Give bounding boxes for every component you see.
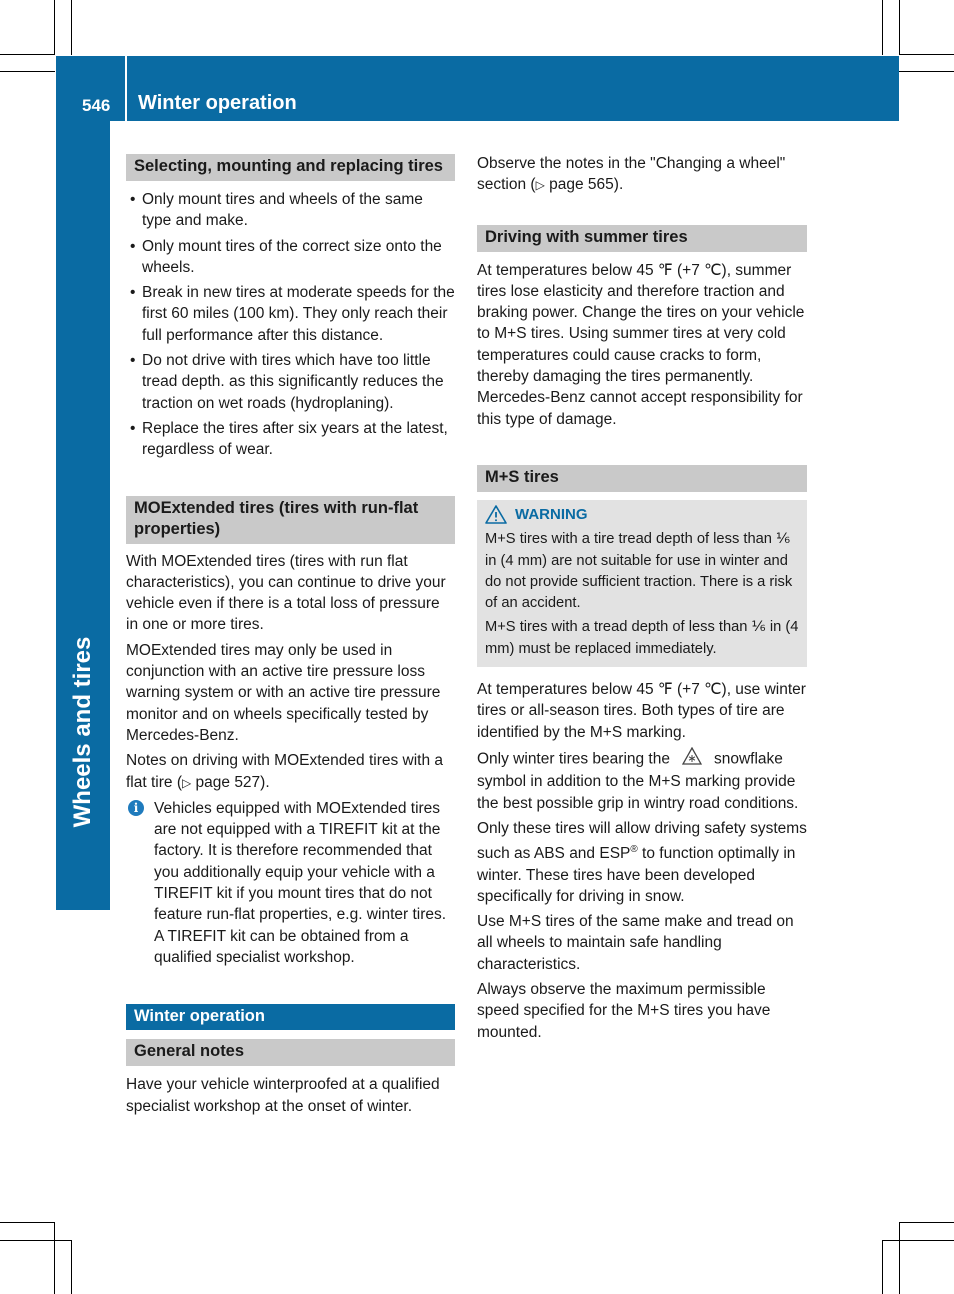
warning-box [477,500,807,667]
warning-header [485,504,799,525]
page-arrow-icon: ▷ [535,178,545,193]
page-header [56,56,899,121]
crop-mark [54,1222,55,1294]
warning-triangle-icon [485,505,507,524]
text: Observe the notes in the "Changing a wheel" section ( [477,155,786,194]
paragraph [477,747,807,814]
page-reference-link[interactable]: page 527). [191,773,270,791]
crop-mark [54,0,55,55]
info-icon: i [128,800,144,816]
crop-mark [882,1240,954,1241]
paragraph: Have your vehicle winterproofed at a qualified specialist workshop at the onset of winter. [126,1076,440,1115]
page-title: Winter operation [138,92,297,114]
page-number: 546 [82,96,111,115]
chapter-side-tab [56,121,110,910]
paragraph [477,818,807,907]
crop-mark [899,1222,954,1223]
text: Only winter tires bearing the [477,750,670,768]
section-heading: Selecting, mounting and replacing tires [126,154,455,181]
chapter-label: Wheels and tires [69,636,96,828]
text: snowflake symbol in addition to the M+S marking provide the best possible grip in wintry road conditions. [477,750,799,812]
crop-mark [899,71,954,72]
text: to function optimally in winter. These tires have been developed specifically for driving in snow. [477,845,796,905]
bullet-list [126,189,455,461]
section-heading: General notes [126,1039,455,1066]
left-column [126,154,455,1121]
info-note [126,798,455,968]
crop-mark [899,1222,900,1294]
crop-mark [0,71,55,72]
crop-mark [71,1240,72,1294]
paragraph: With MOExtended tires (tires with run flat characteristics), you can continue to drive your vehicle even if there is a total loss of pressure in one or more tires. [126,552,446,634]
section-heading: M+S tires [477,465,807,492]
list-item: • Break in new tires at moderate speeds for the first 60 miles (100 km). They only reach their full performance after this distance. [126,282,455,346]
paragraph: Always observe the maximum permissible speed specified for the M+S tires you have mounted. [477,981,771,1041]
crop-mark [71,0,72,55]
paragraph [126,750,455,794]
section-heading-blue: Winter operation [126,1004,455,1030]
page-arrow-icon: ▷ [181,775,192,790]
registered-mark: ® [630,844,638,856]
crop-mark [0,1222,55,1223]
paragraph: Use M+S tires of the same make and tread on all wheels to maintain safe handling characteristics. [477,913,794,973]
paragraph: At temperatures below 45 ℉ (+7 ℃), summer tires lose elasticity and therefore traction and braking power. Change the tires on your vehicle to M+S tires. Using summer tires at very cold temperatures could cause cracks to form, thereby damaging the tires permanently. Mercedes-Benz cannot accept responsibility for this type of damage. [477,261,805,428]
crop-mark [899,54,954,55]
crop-mark [882,1240,883,1294]
paragraph: At temperatures below 45 ℉ (+7 ℃), use winter tires or all-season tires. Both types of tire are identified by the M+S marking. [477,681,806,741]
crop-mark [899,0,900,55]
text: Notes on driving with MOExtended tires with a flat tire ( [126,752,444,791]
text: Only these tires will allow driving safety systems such as ABS and ESP [477,819,807,863]
page-reference-link[interactable]: page 565). [544,176,624,194]
paragraph [477,153,807,197]
warning-text: M+S tires with a tire tread depth of less than ⅙ in (4 mm) are not suitable for use in winter and do not provide sufficient traction. There is a risk of an accident. [485,531,793,612]
list-item: • Only mount tires and wheels of the same type and make. [126,189,455,232]
section-heading: MOExtended tires (tires with run-flat properties) [126,496,455,544]
note-text: Vehicles equipped with MOExtended tires are not equipped with a TIREFIT kit at the factory. It is therefore recommended that you additionally equip your vehicle with a TIREFIT kit if you mount tires that do not feature run-flat properties, e.g. winter tires. A TIREFIT kit can be obtained from a qualified specialist workshop. [154,799,447,966]
crop-mark [882,0,883,55]
snowflake-mountain-icon [670,747,714,771]
list-item: • Only mount tires of the correct size onto the wheels. [126,236,455,279]
list-item: • Replace the tires after six years at the latest, regardless of wear. [126,418,455,461]
paragraph: MOExtended tires may only be used in conjunction with an active tire pressure loss warning system or with an active tire pressure monitor and on wheels specifically tested by Mercedes-Benz. [126,641,441,744]
right-column [477,153,807,1047]
warning-text: M+S tires with a tread depth of less than ⅙ in (4 mm) must be replaced immediately. [485,619,799,657]
warning-label: WARNING [515,505,588,523]
section-heading: Driving with summer tires [477,225,807,252]
header-divider [125,56,127,121]
crop-mark [0,1240,72,1241]
list-item: • Do not drive with tires which have too little tread depth. as this significantly reduces the traction on wet roads (hydroplaning). [126,350,455,414]
crop-mark [0,54,55,55]
